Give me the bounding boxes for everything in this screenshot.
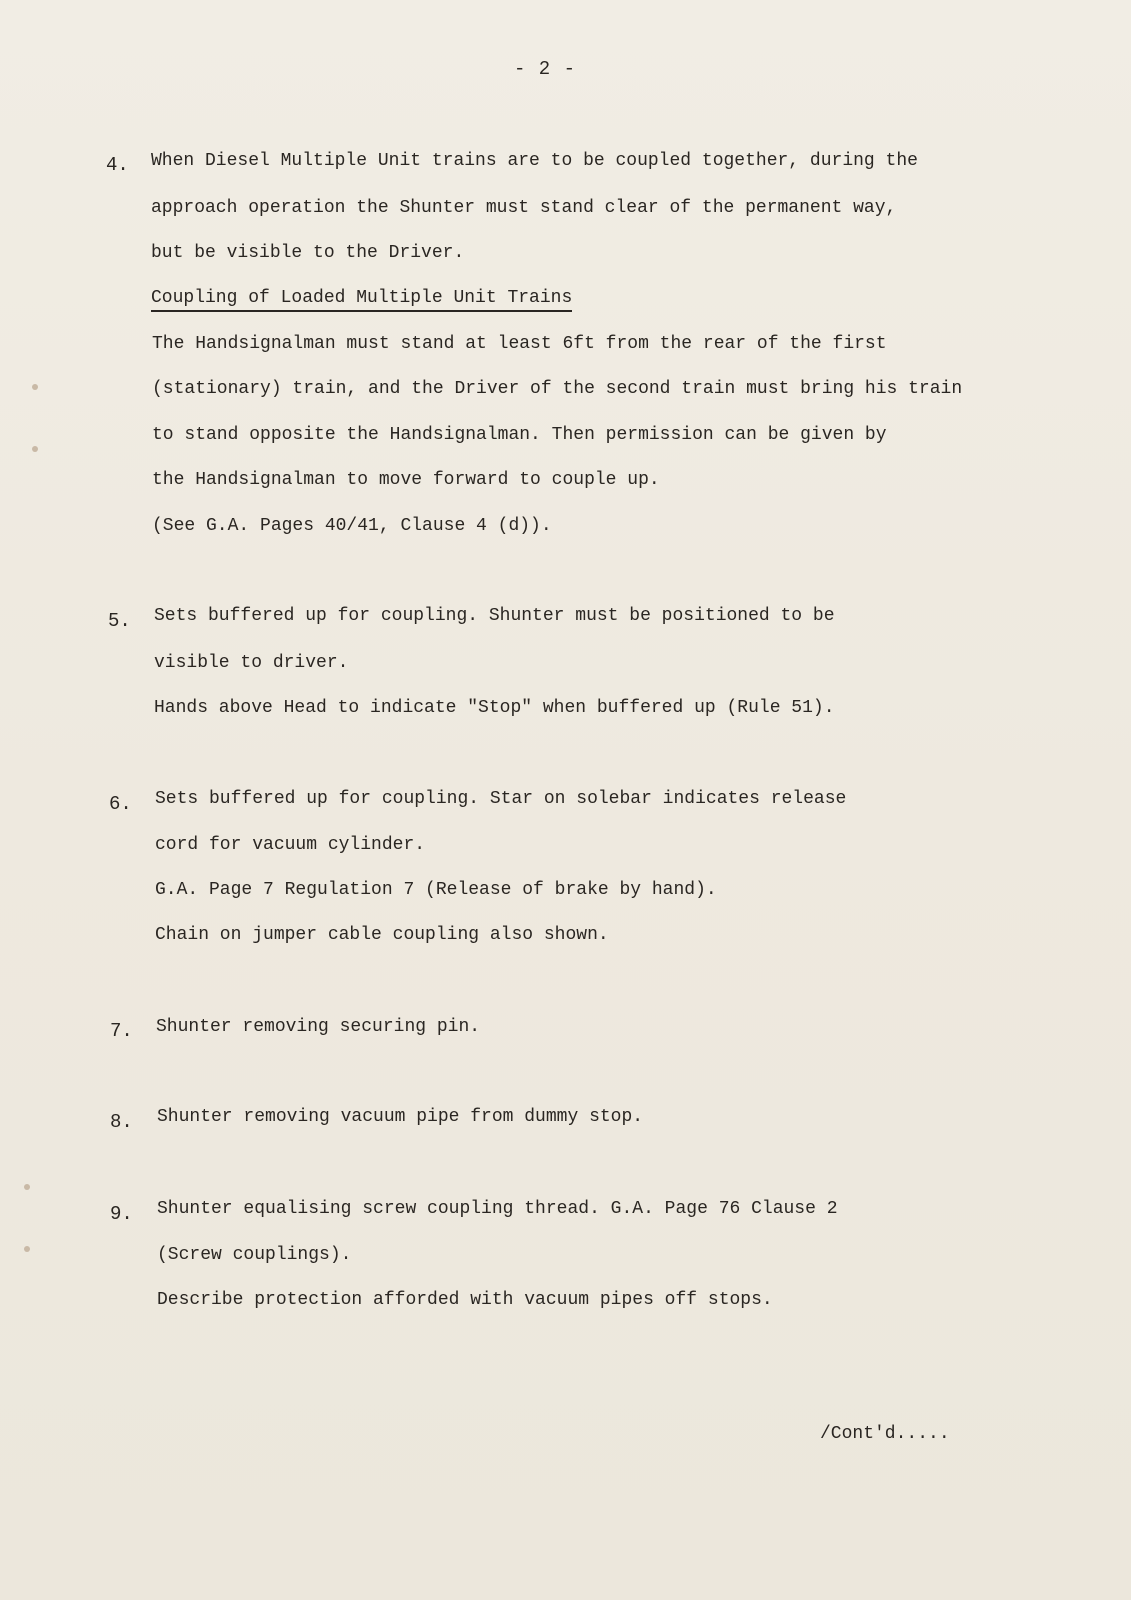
section-text-line: the Handsignalman to move forward to couple up. bbox=[152, 470, 660, 490]
section-text-line: Shunter equalising screw coupling thread. G.A. Page 76 Clause 2 bbox=[157, 1199, 838, 1219]
section-text-line: (Screw couplings). bbox=[157, 1245, 352, 1265]
page-number: - 2 - bbox=[513, 58, 576, 80]
section-number: 9. bbox=[110, 1203, 133, 1225]
section-text-line: Sets buffered up for coupling. Star on solebar indicates release bbox=[155, 789, 847, 809]
punch-hole-mark bbox=[32, 446, 38, 452]
punch-hole-mark bbox=[24, 1246, 30, 1252]
section-text-line: to stand opposite the Handsignalman. Then permission can be given by bbox=[152, 425, 887, 445]
section-number: 7. bbox=[110, 1020, 133, 1042]
section-number: 4. bbox=[106, 154, 129, 176]
punch-hole-mark bbox=[24, 1184, 30, 1190]
section-text-line: visible to driver. bbox=[154, 653, 349, 673]
section-number: 6. bbox=[109, 793, 132, 815]
section-number: 5. bbox=[108, 610, 131, 632]
section-number: 8. bbox=[110, 1111, 133, 1133]
section-text-line: Sets buffered up for coupling. Shunter must be positioned to be bbox=[154, 606, 835, 626]
section-text-line: Shunter removing vacuum pipe from dummy stop. bbox=[157, 1107, 644, 1127]
punch-hole-mark bbox=[32, 384, 38, 390]
section-text-line: but be visible to the Driver. bbox=[151, 243, 465, 263]
section-text-line: cord for vacuum cylinder. bbox=[155, 835, 426, 855]
section-text-line: Shunter removing securing pin. bbox=[156, 1017, 481, 1037]
section-text-line: Describe protection afforded with vacuum pipes off stops. bbox=[157, 1290, 773, 1310]
section-subheading: Coupling of Loaded Multiple Unit Trains bbox=[151, 287, 572, 312]
section-text-line: approach operation the Shunter must stand clear of the permanent way, bbox=[151, 198, 897, 218]
continuation-note: /Cont'd..... bbox=[820, 1424, 950, 1444]
section-text-line: G.A. Page 7 Regulation 7 (Release of brake by hand). bbox=[155, 880, 717, 900]
section-text-line: When Diesel Multiple Unit trains are to be coupled together, during the bbox=[151, 151, 918, 171]
section-text-line: Chain on jumper cable coupling also shown. bbox=[155, 925, 609, 945]
section-text-line: (stationary) train, and the Driver of the second train must bring his train bbox=[152, 379, 963, 399]
section-text-line: Hands above Head to indicate "Stop" when buffered up (Rule 51). bbox=[154, 698, 835, 718]
section-text-line: (See G.A. Pages 40/41, Clause 4 (d)). bbox=[152, 516, 552, 536]
section-text-line: The Handsignalman must stand at least 6ft from the rear of the first bbox=[152, 334, 887, 354]
